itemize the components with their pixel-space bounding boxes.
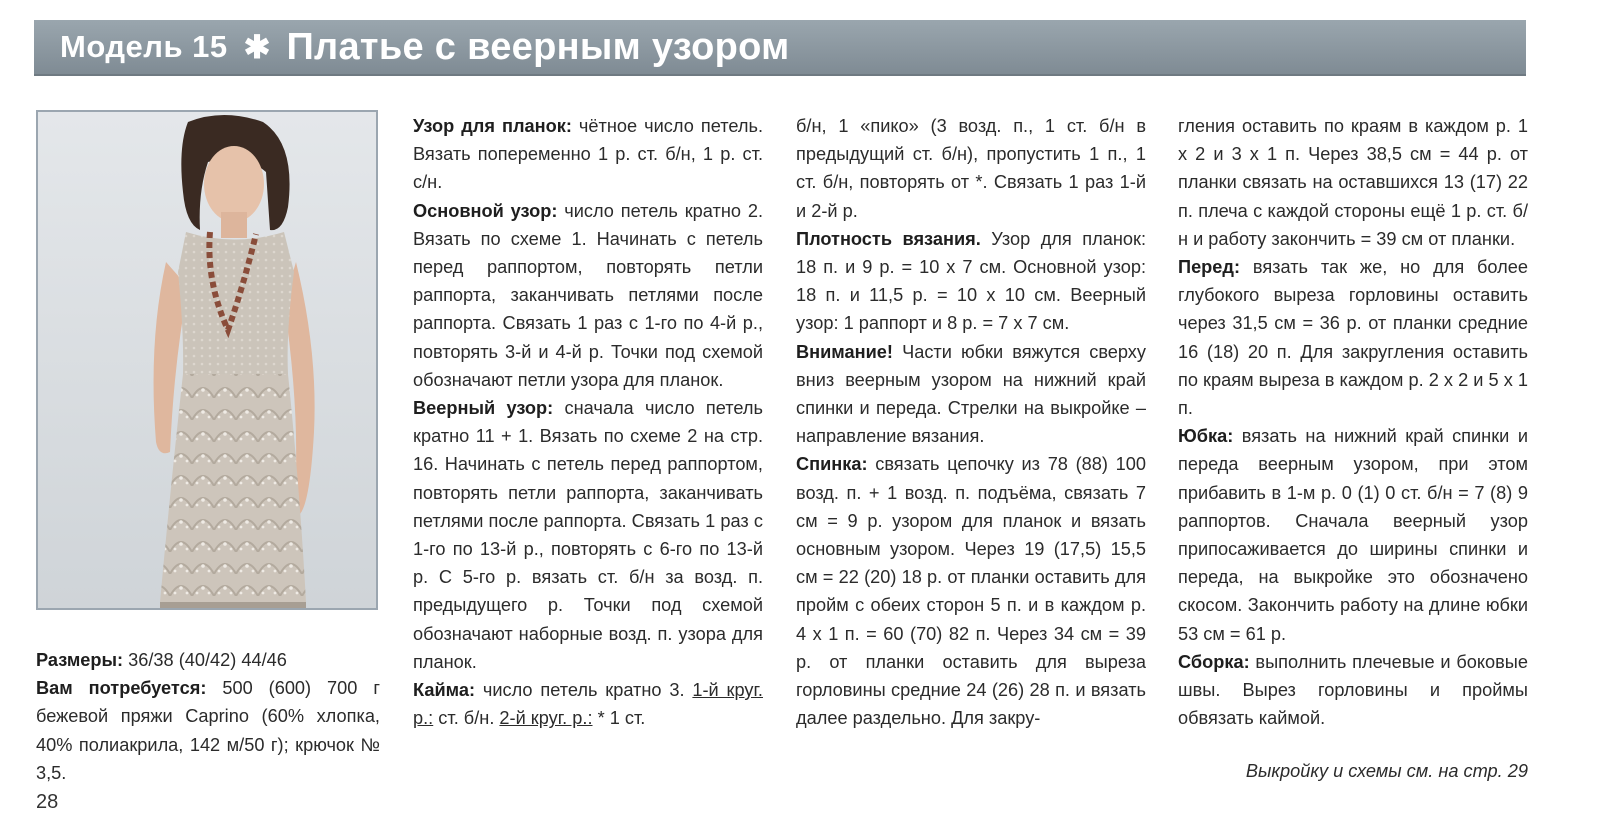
edging-pattern-paragraph xyxy=(413,112,763,197)
specs-block xyxy=(36,646,380,787)
attention-text: Части юбки вяжутся сверху вниз веерным узором на нижний край спинки и переда. Стрелки на выкройке – направление вязания. xyxy=(796,341,1146,447)
title-banner xyxy=(34,20,1526,76)
round-1-label: 1-й круг. р.: xyxy=(413,680,763,729)
materials-paragraph xyxy=(36,674,380,787)
assembly-label: Сборка: xyxy=(1178,651,1250,672)
text-column-2 xyxy=(413,112,763,732)
dress-photo-illustration xyxy=(38,112,376,608)
text-column-4 xyxy=(1178,112,1528,732)
skirt-paragraph xyxy=(1178,422,1528,648)
border-text-b: ст. б/н. xyxy=(433,708,500,729)
model-number: Модель 15 xyxy=(60,29,228,64)
back-paragraph xyxy=(796,450,1146,732)
materials-text: 500 (600) 700 г бежевой пряжи Caprino (60% хлопка, 40% полиакрила, 142 м/50 г); крючок № 3,5. xyxy=(36,678,380,783)
border-continued-text: б/н, 1 «пико» (3 возд. п., 1 ст. б/н в предыдущий ст. б/н), пропустить 1 п., 1 ст. б/н, повторять от *. Связать 1 раз 1-й и 2-й р. xyxy=(796,116,1146,221)
back-text: связать цепочку из 78 (88) 100 возд. п. + 1 возд. п. подъёма, связать 7 см = 9 р. узором для планок и вязать основным узором. Через 19 (17,5) 15,5 см = 22 (20) 18 р. от планки оставить для пройм с обеих сторон 5 п. и в каждом р. 4 х 1 п. = 60 (70) 82 п. Через 34 см = 39 р. от планки оставить для выреза горловины средние 24 (26) 28 п. и вязать далее раздельно. Для закру- xyxy=(796,454,1146,729)
gauge-label: Плотность вязания. xyxy=(796,228,981,249)
main-pattern-text: число петель кратно 2. Вязать по схеме 1. Начинать с петель перед раппортом, повторять петли раппорта, заканчивать петлями после раппорта. Связать 1 раз с 1-го по 4-й р., повторять 3-й и 4-й р. Точки под схемой обозначают петли узора для планок. xyxy=(413,200,763,390)
border-text-c: * 1 ст. xyxy=(592,708,646,729)
sizes-text: 36/38 (40/42) 44/46 xyxy=(123,650,287,670)
assembly-paragraph xyxy=(1178,648,1528,733)
front-label: Перед: xyxy=(1178,257,1241,278)
attention-paragraph xyxy=(796,338,1146,451)
materials-label: Вам потребуется: xyxy=(36,678,207,699)
front-text: вязать так же, но для более глубокого выреза горловины оставить через 31,5 см = 36 р. от планки средние 16 (18) 20 п. Для закругления оставить по краям выреза в каждом р. 2 х 2 и 5 х 1 п. xyxy=(1178,257,1528,419)
pattern-reference: Выкройку и схемы см. на стр. 29 xyxy=(1245,761,1528,781)
page-number: 28 xyxy=(36,791,59,813)
fan-pattern-paragraph xyxy=(413,394,763,676)
main-pattern-paragraph xyxy=(413,197,763,394)
round-2-label: 2-й круг. р.: xyxy=(499,708,593,729)
gauge-paragraph xyxy=(796,225,1146,338)
edging-pattern-text: чётное число петель. Вязать попеременно 1 р. ст. б/н, 1 р. ст. с/н. xyxy=(413,116,763,193)
page-title: Платье с веерным узором xyxy=(286,25,790,68)
assembly-text: выполнить плечевые и боковые швы. Вырез горловины и проймы обвязать каймой. xyxy=(1178,651,1528,729)
edging-pattern-label: Узор для планок: xyxy=(413,116,572,136)
separator-star-icon: ✱ xyxy=(243,29,271,65)
text-column-3 xyxy=(796,112,1146,732)
front-paragraph xyxy=(1178,253,1528,422)
fan-pattern-label: Веерный узор: xyxy=(413,398,554,419)
sizes-label: Размеры: xyxy=(36,650,124,670)
skirt-label: Юбка: xyxy=(1178,426,1234,447)
attention-label: Внимание! xyxy=(796,341,893,362)
border-label: Кайма: xyxy=(413,680,476,701)
border-continued-paragraph xyxy=(796,112,1146,225)
dress-photo xyxy=(36,110,378,610)
gauge-text: Узор для планок: 18 п. и 9 р. = 10 х 7 см. Основной узор: 18 п. и 11,5 р. = 10 х 10 см. Веерный узор: 1 раппорт и 8 р. = 7 х 7 см. xyxy=(796,228,1146,334)
sizes-line xyxy=(36,646,380,674)
border-paragraph xyxy=(413,676,763,732)
border-text-a: число петель кратно 3. xyxy=(475,680,693,701)
back-label: Спинка: xyxy=(796,454,868,475)
fan-pattern-text: сначала число петель кратно 11 + 1. Вязать по схеме 2 на стр. 16. Начинать с петель перед раппортом, повторять петли раппорта, заканчивать петлями после раппорта. Связать 1 раз с 1-го по 13-й р., повторять с 6-го по 13-й р. С 5-го р. вязать ст. б/н за возд. п. предыдущего р. Точки под схемой обозначают наборные возд. п. узора для планок. xyxy=(413,398,763,672)
back-continued-text: гления оставить по краям в каждом р. 1 х 2 и 3 х 1 п. Через 38,5 см = 44 р. от планки связать на оставшихся 13 (17) 22 п. плеча с каждой стороны ещё 1 р. ст. б/н и работу закончить = 39 см от планки. xyxy=(1178,116,1528,249)
main-pattern-label: Основной узор: xyxy=(413,200,558,221)
skirt-text: вязать на нижний край спинки и переда веерным узором, при этом прибавить в 1-м р. 0 (1) 0 ст. б/н = 7 (8) 9 раппортов. Сначала веерный узор припосаживается до ширины спинки и переда, на выкройке это обозначено скосом. Закончить работу на длине юбки 53 см = 61 р. xyxy=(1178,426,1528,644)
back-continued-paragraph xyxy=(1178,112,1528,253)
